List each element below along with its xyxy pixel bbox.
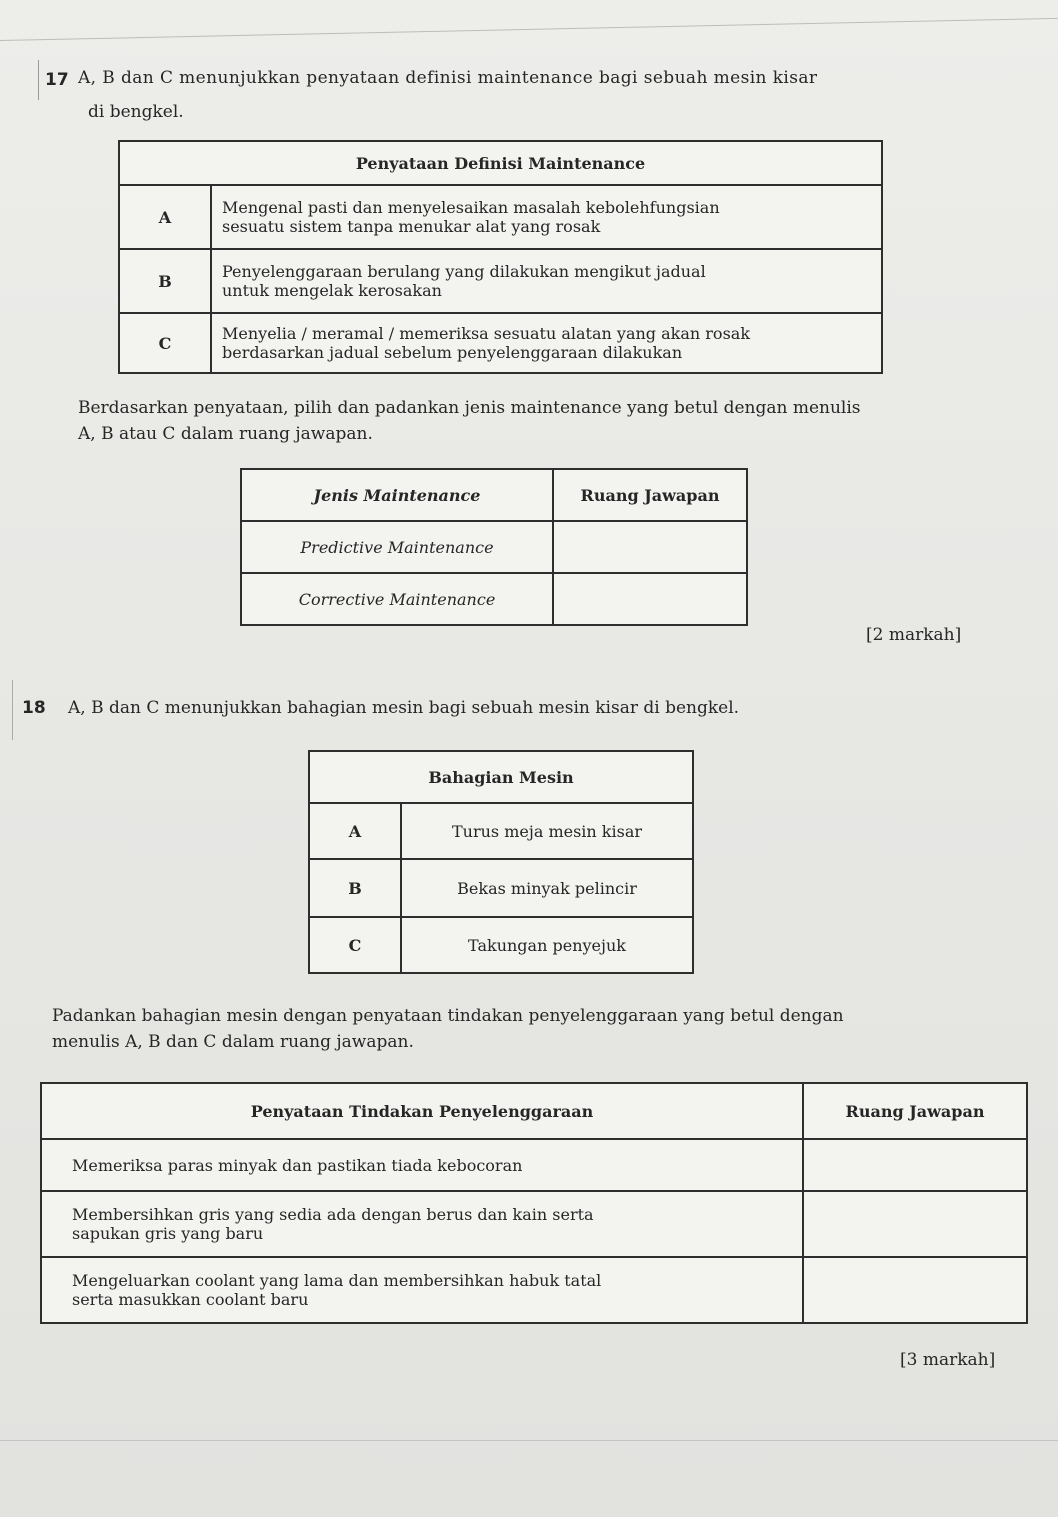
answer-box[interactable] xyxy=(803,1257,1027,1323)
q18-marks: [3 markah] xyxy=(900,1350,996,1370)
q18-instruction-line1: Padankan bahagian mesin dengan penyataan tindakan penyelenggaraan yang betul dengan xyxy=(52,1006,844,1026)
maintenance-type: Predictive Maintenance xyxy=(241,521,553,573)
table-row xyxy=(241,573,747,625)
line: Membersihkan gris yang sedia ada dengan berus dan kain serta xyxy=(72,1205,594,1224)
question-number: 17 xyxy=(45,70,69,90)
answer-box[interactable] xyxy=(803,1139,1027,1191)
q18-intro: A, B dan C menunjukkan bahagian mesin bagi sebuah mesin kisar di bengkel. xyxy=(68,698,740,718)
table-row xyxy=(119,313,882,373)
margin-line xyxy=(38,60,39,100)
q17-intro-line2: di bengkel. xyxy=(88,102,184,122)
line: Mengeluarkan coolant yang lama dan membersihkan habuk tatal xyxy=(72,1271,602,1290)
row-letter: B xyxy=(309,859,401,917)
page-rule-top xyxy=(0,18,1058,41)
line: berdasarkan jadual sebelum penyelenggaraan dilakukan xyxy=(222,343,683,362)
table-row xyxy=(119,185,882,249)
line: Menyelia / meramal / memeriksa sesuatu alatan yang akan rosak xyxy=(222,324,751,343)
q17-instruction-line2: A, B atau C dalam ruang jawapan. xyxy=(78,424,373,444)
q17-answer-table xyxy=(240,468,748,626)
margin-line xyxy=(12,680,13,740)
part-name: Bekas minyak pelincir xyxy=(401,859,693,917)
row-letter: C xyxy=(309,917,401,973)
row-letter: A xyxy=(309,803,401,859)
definition-table xyxy=(118,140,883,374)
table-row xyxy=(241,521,747,573)
maintenance-statement xyxy=(41,1191,803,1257)
q17-marks: [2 markah] xyxy=(866,625,962,645)
answer-box[interactable] xyxy=(803,1191,1027,1257)
q18-instruction-line2: menulis A, B dan C dalam ruang jawapan. xyxy=(52,1032,414,1052)
row-letter: A xyxy=(119,185,211,249)
q17-instruction-line1: Berdasarkan penyataan, pilih dan padankan jenis maintenance yang betul dengan menulis xyxy=(78,398,861,418)
table-row xyxy=(41,1139,1027,1191)
maintenance-statement xyxy=(41,1139,803,1191)
answer-box[interactable] xyxy=(553,521,747,573)
definition-cell xyxy=(211,249,882,313)
col-header-type: Jenis Maintenance xyxy=(241,469,553,521)
table-row xyxy=(309,917,693,973)
part-name: Takungan penyejuk xyxy=(401,917,693,973)
line: serta masukkan coolant baru xyxy=(72,1290,309,1309)
table-row xyxy=(309,803,693,859)
part-name: Turus meja mesin kisar xyxy=(401,803,693,859)
row-letter: B xyxy=(119,249,211,313)
row-letter: C xyxy=(119,313,211,373)
q17-intro-line1: A, B dan C menunjukkan penyataan definisi maintenance bagi sebuah mesin kisar xyxy=(78,68,818,88)
maintenance-statement xyxy=(41,1257,803,1323)
question-number: 18 xyxy=(22,698,46,718)
definition-cell xyxy=(211,313,882,373)
machine-parts-table xyxy=(308,750,694,974)
line: Mengenal pasti dan menyelesaikan masalah kebolehfungsian xyxy=(222,198,720,217)
table-row xyxy=(41,1191,1027,1257)
col-header-statement: Penyataan Tindakan Penyelenggaraan xyxy=(41,1083,803,1139)
line: sapukan gris yang baru xyxy=(72,1224,264,1243)
definition-cell xyxy=(211,185,882,249)
line: Memeriksa paras minyak dan pastikan tiada kebocoran xyxy=(72,1155,523,1175)
col-header-answer: Ruang Jawapan xyxy=(553,469,747,521)
definition-table-header: Penyataan Definisi Maintenance xyxy=(119,141,882,185)
parts-table-header: Bahagian Mesin xyxy=(309,751,693,803)
answer-box[interactable] xyxy=(553,573,747,625)
table-row xyxy=(119,249,882,313)
line: untuk mengelak kerosakan xyxy=(222,281,442,300)
line: Penyelenggaraan berulang yang dilakukan mengikut jadual xyxy=(222,262,706,281)
line: sesuatu sistem tanpa menukar alat yang rosak xyxy=(222,217,601,236)
page-rule-bottom xyxy=(0,1440,1058,1441)
q18-answer-table xyxy=(40,1082,1028,1324)
table-row xyxy=(41,1257,1027,1323)
col-header-answer: Ruang Jawapan xyxy=(803,1083,1027,1139)
q17-intro xyxy=(78,66,817,90)
maintenance-type: Corrective Maintenance xyxy=(241,573,553,625)
table-row xyxy=(309,859,693,917)
